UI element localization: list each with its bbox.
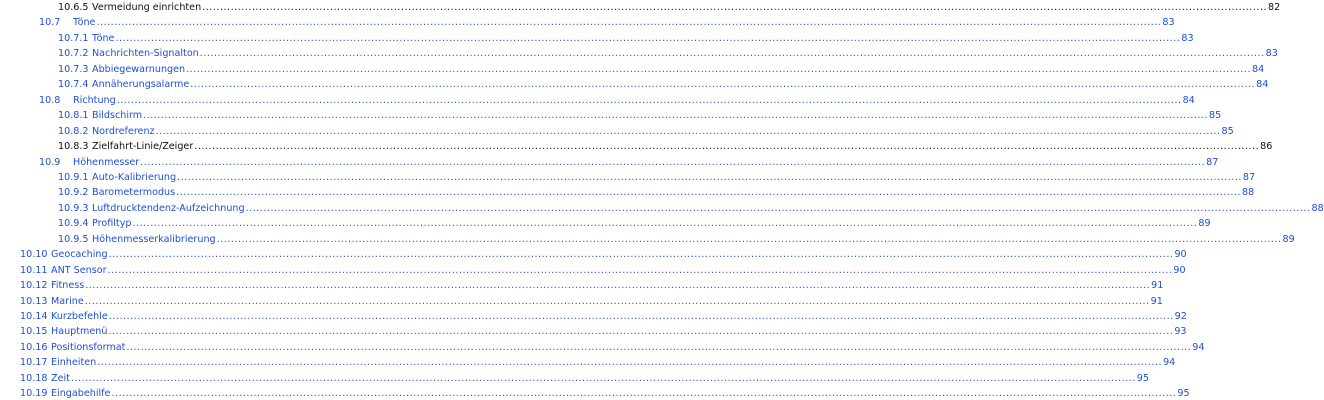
toc-entry[interactable] (20, 295, 1163, 308)
toc-entry[interactable] (20, 280, 1164, 292)
toc-entry-title: Geocaching (51, 249, 108, 261)
toc-entry-number: 10.17 (20, 357, 48, 369)
toc-entry-number: 10.7.1 (58, 32, 89, 44)
toc-entry-title: Nordreferenz (92, 125, 155, 137)
toc-entry-title: Vermeidung einrichten (92, 2, 202, 13)
toc-entry-title: Töne (92, 32, 115, 44)
dot-leader: ............................................................................................................................................................................................................................................................................................................ (97, 357, 1163, 369)
toc-entry[interactable] (20, 341, 1205, 354)
toc-entry[interactable] (39, 94, 1195, 107)
toc-entry-page: 82 (1268, 2, 1281, 13)
toc-entry-title: Bildschirm (92, 110, 143, 122)
toc-entry-number: 10.8.1 (58, 110, 89, 122)
toc-entry-page: 84 (1182, 94, 1195, 106)
toc-entry-title: Fitness (51, 280, 85, 292)
toc-entry-page: 95 (1136, 372, 1149, 384)
toc-entry-number: 10.9.4 (58, 218, 89, 230)
toc-entry-number: 10.12 (20, 280, 48, 292)
toc-entry[interactable] (58, 202, 1324, 215)
toc-entry-number: 10.7 (39, 17, 61, 29)
toc-entry-title: Profiltyp (92, 218, 132, 230)
toc-entry-title: Richtung (73, 94, 116, 106)
dot-leader: ............................................................................................................................................................................................................................................................................................................ (96, 17, 1162, 29)
toc-entry-number: 10.13 (20, 295, 48, 307)
toc-entry-page: 87 (1206, 156, 1219, 168)
dot-leader: ............................................................................................................................................................................................................................................................................................................ (202, 2, 1268, 13)
toc-entry-number: 10.14 (20, 311, 48, 322)
toc-entry-number: 10.9.2 (58, 187, 89, 199)
toc-entry[interactable] (58, 79, 1269, 91)
toc-entry-number: 10.10 (20, 249, 48, 261)
toc-entry-number: 10.18 (20, 372, 48, 384)
toc-entry[interactable] (20, 357, 1176, 369)
toc-entry-number: 10.15 (20, 326, 48, 338)
toc-entry-title: Barometermodus (92, 187, 176, 199)
toc-entry-number: 10.7.2 (58, 48, 89, 60)
toc-entry-number: 10.8.2 (58, 125, 89, 137)
dot-leader: ............................................................................................................................................................................................................................................................................................................ (107, 264, 1173, 276)
dot-leader: ............................................................................................................................................................................................................................................................................................................ (108, 326, 1174, 338)
toc-entry-title: Auto-Kalibrierung (92, 171, 177, 183)
toc-entry-title: Luftdrucktendenz-Aufzeichnung (92, 202, 245, 214)
dot-leader: ............................................................................................................................................................................................................................................................................................................ (115, 32, 1181, 44)
toc-entry-title: Zeit (51, 372, 70, 384)
toc-entry[interactable] (58, 218, 1211, 230)
toc-entry[interactable] (58, 125, 1234, 138)
toc-entry[interactable] (20, 326, 1187, 338)
dot-leader: ............................................................................................................................................................................................................................................................................................................ (111, 388, 1177, 400)
toc-entry[interactable] (39, 17, 1175, 29)
toc-entry-number: 10.9.5 (58, 233, 89, 245)
toc-entry-title: Höhenmesserkalibrierung (92, 233, 216, 245)
toc-entry-page: 92 (1174, 311, 1187, 322)
toc-entry-page: 83 (1265, 48, 1278, 60)
toc-entry[interactable] (20, 264, 1186, 277)
toc-entry[interactable] (20, 388, 1190, 400)
toc-entry[interactable] (58, 141, 1273, 153)
dot-leader: ............................................................................................................................................................................................................................................................................................................ (194, 141, 1260, 152)
dot-leader: ............................................................................................................................................................................................................................................................................................................ (190, 79, 1256, 91)
toc-entry-page: 89 (1282, 233, 1295, 245)
dot-leader: ............................................................................................................................................................................................................................................................................................................ (126, 341, 1192, 353)
toc-entry[interactable] (58, 233, 1295, 246)
toc-entry-title: Kurzbefehle (51, 311, 108, 322)
dot-leader: ............................................................................................................................................................................................................................................................................................................ (245, 202, 1311, 214)
toc-entry-title: Einheiten (51, 357, 97, 369)
toc-entry-number: 10.6.5 (58, 2, 89, 13)
toc-entry-page: 84 (1256, 79, 1269, 91)
dot-leader: ............................................................................................................................................................................................................................................................................................................ (155, 125, 1221, 137)
toc-entry-page: 93 (1174, 326, 1187, 338)
toc-entry-page: 88 (1311, 202, 1324, 214)
toc-entry-title: Marine (51, 295, 84, 307)
toc-entry-page: 95 (1177, 388, 1190, 400)
dot-leader: ............................................................................................................................................................................................................................................................................................................ (216, 233, 1282, 245)
toc-entry[interactable] (58, 187, 1255, 199)
toc-entry-page: 86 (1260, 141, 1273, 152)
toc-entry-title: Hauptmenü (51, 326, 108, 338)
toc-entry-page: 85 (1209, 110, 1222, 122)
toc-entry-title: Annäherungsalarme (92, 79, 190, 91)
toc-entry-page: 91 (1150, 295, 1163, 307)
toc-entry[interactable] (58, 110, 1222, 122)
dot-leader: ............................................................................................................................................................................................................................................................................................................ (140, 156, 1206, 168)
toc-entry-page: 87 (1242, 171, 1256, 183)
toc-entry-number: 10.11 (20, 264, 48, 276)
toc-entry-title: ANT Sensor (51, 264, 107, 276)
toc-entry-title: Eingabehilfe (51, 388, 111, 400)
toc-entry-number: 10.9 (39, 156, 61, 168)
toc-entry-number: 10.19 (20, 388, 48, 400)
toc-entry-page: 94 (1163, 357, 1176, 369)
toc-entry[interactable] (20, 311, 1187, 323)
dot-leader: ............................................................................................................................................................................................................................................................................................................ (132, 218, 1198, 230)
dot-leader: ............................................................................................................................................................................................................................................................................................................ (176, 187, 1242, 199)
dot-leader: ............................................................................................................................................................................................................................................................................................................ (116, 94, 1182, 106)
dot-leader: ............................................................................................................................................................................................................................................................................................................ (84, 295, 1150, 307)
toc-entry-page: 94 (1192, 341, 1205, 353)
toc-entry[interactable] (39, 156, 1219, 169)
toc-entry[interactable] (58, 171, 1256, 184)
toc-entry-number: 10.9.3 (58, 202, 89, 214)
toc-entry-page: 90 (1174, 249, 1187, 261)
toc-entry-title: Höhenmesser (73, 156, 140, 168)
toc-entry-page: 85 (1221, 125, 1234, 137)
toc-entry-number: 10.9.1 (58, 171, 89, 183)
toc-entry-title: Zielfahrt-Linie/Zeiger (92, 141, 194, 152)
toc-entry-title: Töne (73, 17, 96, 29)
toc-entry-number: 10.7.4 (58, 79, 89, 91)
dot-leader: ............................................................................................................................................................................................................................................................................................................ (143, 110, 1209, 122)
dot-leader: ............................................................................................................................................................................................................................................................................................................ (85, 280, 1151, 292)
toc-entry-number: 10.7.3 (58, 63, 89, 75)
toc-entry-page: 88 (1242, 187, 1255, 199)
toc-entry-page: 91 (1151, 280, 1164, 292)
toc-entry-page: 90 (1173, 264, 1186, 276)
toc-entry-page: 89 (1198, 218, 1211, 230)
toc-entry-number: 10.8.3 (58, 141, 89, 152)
dot-leader: ............................................................................................................................................................................................................................................................................................................ (108, 249, 1174, 261)
toc-entry[interactable] (20, 249, 1187, 261)
toc-entry-page: 83 (1162, 17, 1175, 29)
toc-entry-title: Abbiegewarnungen (92, 63, 186, 75)
toc-entry-page: 84 (1252, 63, 1265, 75)
toc-entry[interactable] (58, 48, 1278, 60)
toc-entry-number: 10.16 (20, 341, 48, 353)
toc-entry[interactable] (58, 2, 1281, 14)
toc-entry-title: Positionsformat (51, 341, 126, 353)
dot-leader: ............................................................................................................................................................................................................................................................................................................ (199, 48, 1265, 60)
dot-leader: ............................................................................................................................................................................................................................................................................................................ (108, 311, 1174, 322)
toc-entry-number: 10.8 (39, 94, 61, 106)
dot-leader: ............................................................................................................................................................................................................................................................................................................ (177, 171, 1242, 183)
dot-leader: ............................................................................................................................................................................................................................................................................................................ (70, 372, 1136, 384)
toc-entry-page: 83 (1181, 32, 1194, 44)
toc-entry-title: Nachrichten-Signalton (92, 48, 199, 60)
toc-entry[interactable] (20, 372, 1149, 385)
toc-entry[interactable] (58, 32, 1194, 45)
toc-entry[interactable] (58, 63, 1265, 76)
dot-leader: ............................................................................................................................................................................................................................................................................................................ (186, 63, 1251, 75)
